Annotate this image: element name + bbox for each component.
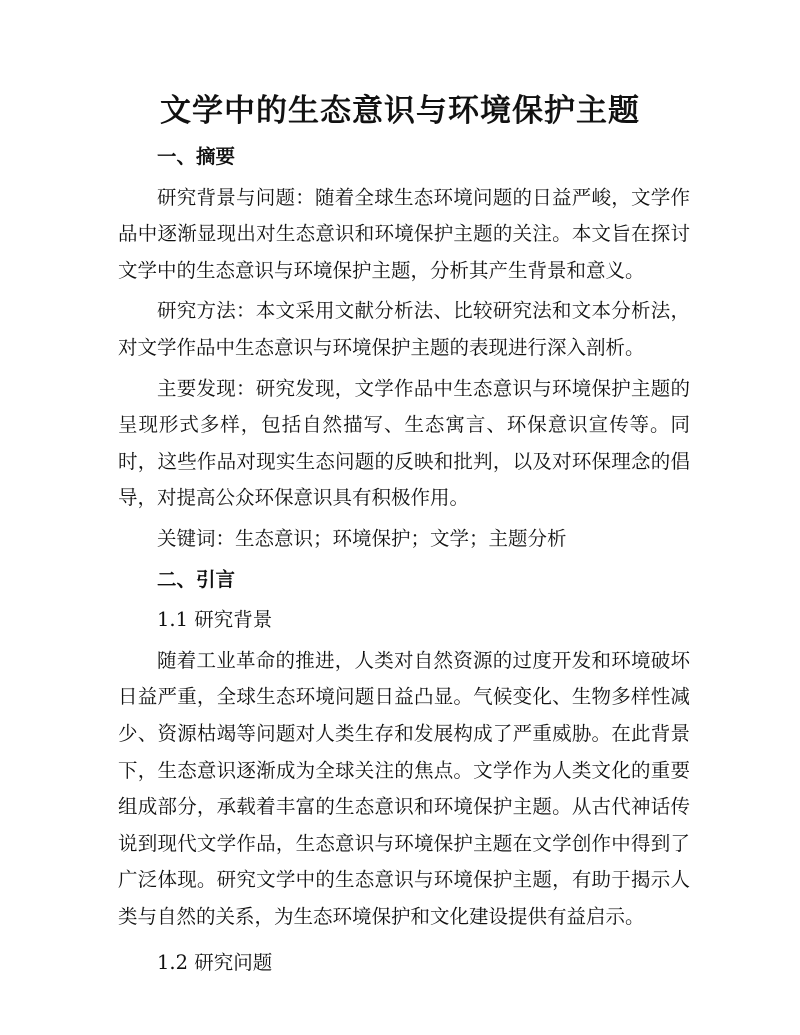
abstract-background-paragraph: 研究背景与问题：随着全球生态环境问题的日益严峻，文学作品中逐渐显现出对生态意识和环境保护主题的关注。本文旨在探讨文学中的生态意识与环境保护主题，分析其产生背景和意义。 (118, 185, 690, 282)
introduction-background-paragraph: 随着工业革命的推进，人类对自然资源的过度开发和环境破坏日益严重，全球生态环境问题日益凸显。气候变化、生物多样性减少、资源枯竭等问题对人类生存和发展构成了严重威胁。在此背景下，生态意识逐渐成为全球关注的焦点。文学作为人类文化的重要组成部分，承载着丰富的生态意识和环境保护主题。从古代神话传说到现代文学作品，生态意识与环境保护主题在文学创作中得到了广泛体现。研究文学中的生态意识与环境保护主题，有助于揭示人类与自然的关系，为生态环境保护和文化建设提供有益启示。 (118, 648, 690, 928)
section-heading-introduction: 二、引言 (157, 567, 236, 591)
abstract-findings-paragraph: 主要发现：研究发现，文学作品中生态意识与环境保护主题的呈现形式多样，包括自然描写、生态寓言、环保意识宣传等。同时，这些作品对现实生态问题的反映和批判，以及对环保理念的倡导，对提高公众环保意识具有积极作用。 (118, 376, 690, 510)
subsection-title-background: 1.1 研究背景 (157, 608, 273, 632)
subsection-title-research-question: 1.2 研究问题 (157, 951, 273, 975)
document-title: 文学中的生态意识与环境保护主题 (160, 93, 640, 129)
abstract-keywords: 关键词：生态意识；环境保护；文学；主题分析 (157, 526, 567, 550)
document-body (118, 139, 690, 982)
section-heading-abstract: 一、摘要 (157, 145, 236, 168)
abstract-methods-paragraph: 研究方法：本文采用文献分析法、比较研究法和文本分析法，对文学作品中生态意识与环境保护主题的表现进行深入剖析。 (118, 299, 690, 359)
